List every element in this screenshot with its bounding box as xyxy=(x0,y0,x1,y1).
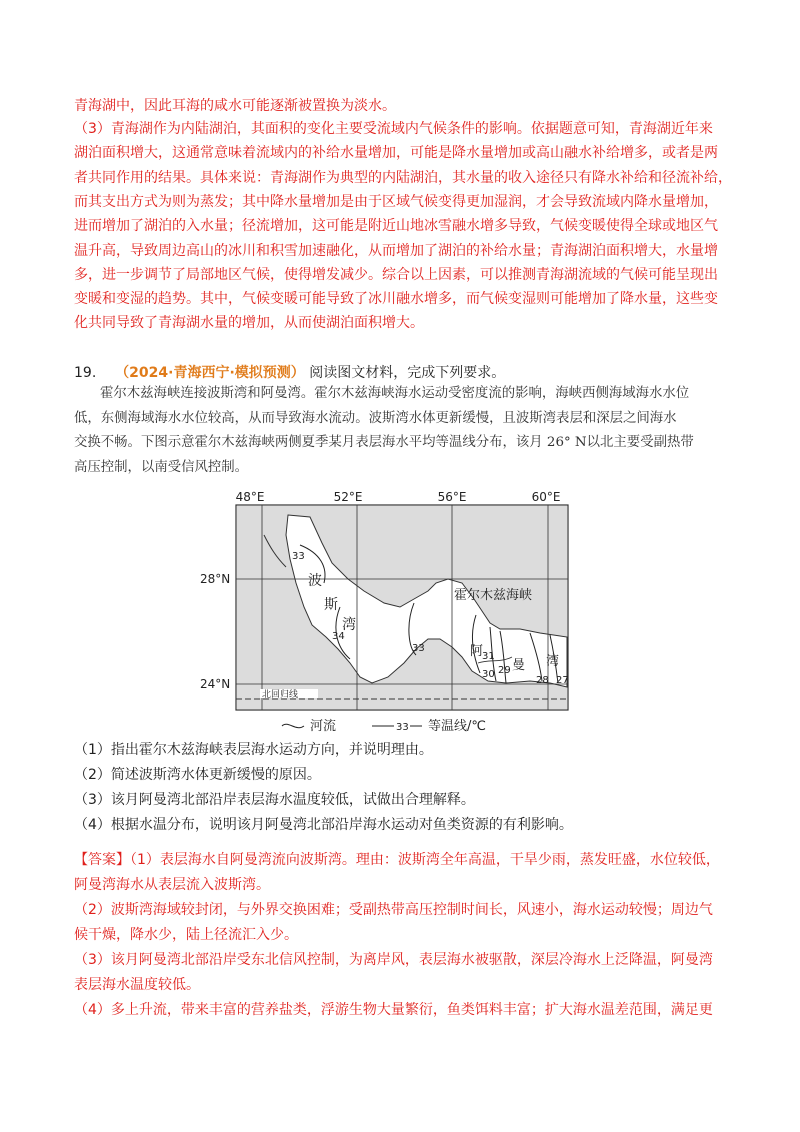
question-19-heading xyxy=(74,362,505,384)
material-line: 低，东侧海域海水水位较高，从而导致海水流动。波斯湾水体更新缓慢，且波斯湾表层和深层之间海水 xyxy=(74,410,677,426)
lon-label-60e: 60°E xyxy=(531,490,561,504)
question-source: （2024·青海西宁·模拟预测） xyxy=(115,365,305,381)
isotherm-label-33a: 33 xyxy=(292,551,305,562)
answer-line: 表层海水温度较低。 xyxy=(74,977,200,993)
answer-line xyxy=(74,849,720,871)
isotherm-label-31: 31 xyxy=(482,651,495,662)
sub-question-line: （2）简述波斯湾水体更新缓慢的原因。 xyxy=(74,767,321,783)
isotherm-label-27: 27 xyxy=(556,675,569,686)
region-label-bo: 波 xyxy=(308,573,322,589)
hormuz-isotherm-map xyxy=(200,487,580,737)
answer-line: （4）多上升流，带来丰富的营养盐类，浮游生物大量繁衍，鱼类饵料丰富；扩大海水温差范围，满足更 xyxy=(74,1002,713,1018)
answer-p3-line: 多，进一步调节了局部地区气候，使得增发减少。综合以上因素，可以推测青海湖流域的气候可能呈现出 xyxy=(74,266,718,283)
isotherm-label-28: 28 xyxy=(536,675,549,686)
region-label-man: 曼 xyxy=(512,658,526,673)
sub-question-line: （1）指出霍尔木兹海峡表层海水运动方向，并说明理由。 xyxy=(74,742,433,758)
region-label-wan: 湾 xyxy=(342,617,356,633)
question-number: 19. xyxy=(74,365,97,381)
answer-line: 阿曼湾海水从表层流入波斯湾。 xyxy=(74,877,270,893)
answer-p3-line: 湖泊面积增大，这通常意味着流域内的补给水量增加，可能是降水量增加或高山融水补给增多，或者是两 xyxy=(74,145,718,162)
region-label-hormuz: 霍尔木兹海峡 xyxy=(454,588,533,603)
material-line: 高压控制，以南受信风控制。 xyxy=(74,459,249,475)
answer-continuation: 青海湖中，因此耳海的咸水可能逐渐被置换为淡水。 xyxy=(74,98,396,114)
answer-p3-line: 变暖和变湿的趋势。其中，气候变暖可能导致了冰川融水增多，而气候变湿则可能增加了降水量，这些变 xyxy=(74,291,718,308)
tropic-label: 北回归线 xyxy=(262,690,299,700)
lon-label-56e: 56°E xyxy=(437,490,467,504)
legend-isotherm-value: 33 xyxy=(396,722,409,733)
answer-p3-line: 温升高，导致周边高山的冰川和积雪加速融化，从而增加了湖泊的补给水量；青海湖泊面积增大，水量增 xyxy=(74,242,718,259)
sub-question-line: （3）该月阿曼湾北部沿岸表层海水温度较低，试做出合理解释。 xyxy=(74,792,475,808)
isotherm-label-29: 29 xyxy=(498,665,511,676)
legend-isotherm-label: 等温线/℃ xyxy=(428,719,486,734)
answer-p3-line: 化共同导致了青海湖水量的增加，从而使湖泊面积增大。 xyxy=(74,315,424,332)
answer-line: （2）波斯湾海域较封闭，与外界交换困难；受副热带高压控制时间长，风速小，海水运动较慢；周边气 xyxy=(74,902,713,918)
isotherm-label-30: 30 xyxy=(482,669,495,680)
answer-line: 候干燥，降水少，陆上径流汇入少。 xyxy=(74,927,298,943)
answer-p3-line: 而其支出方式为则为蒸发；其中降水量增加是由于区域气候变得更加湿润，才会导致流域内降水量增加， xyxy=(74,193,718,210)
region-label-si: 斯 xyxy=(324,597,338,613)
answer-text: （1）表层海水自阿曼湾流向波斯湾。理由：波斯湾全年高温，干旱少雨，蒸发旺盛，水位较低， xyxy=(130,852,720,868)
answer-line: （3）该月阿曼湾北部沿岸受东北信风控制，为离岸风，表层海水被驱散，深层冷海水上泛降温，阿曼湾 xyxy=(74,952,713,968)
answer-p3-line: 进而增加了湖泊的入水量；径流增加，这可能是附近山地冰雪融水增多导致，气候变暖使得全球或地区气 xyxy=(74,218,718,235)
question-intro: 阅读图文材料，完成下列要求。 xyxy=(309,365,506,381)
answer-p3-line: 者共同作用的结果。具体来说：青海湖作为典型的内陆湖泊，其水量的收入途径只有降水补给和径流补给， xyxy=(74,169,732,186)
legend-river-label: 河流 xyxy=(310,719,337,734)
answer-tag: 【答案】 xyxy=(74,852,130,868)
region-label-a: 阿 xyxy=(470,644,484,659)
isotherm-label-33b: 33 xyxy=(412,643,425,654)
lon-label-52e: 52°E xyxy=(333,490,363,504)
legend-river-symbol xyxy=(282,724,304,727)
lat-label-28n: 28°N xyxy=(200,572,231,586)
lat-label-24n: 24°N xyxy=(200,677,231,691)
material-line: 交换不畅。下图示意霍尔木兹海峡两侧夏季某月表层海水平均等温线分布，该月 26° N以北主要受副热带 xyxy=(74,435,694,450)
sub-question-line: （4）根据水温分布，说明该月阿曼湾北部沿岸海水运动对鱼类资源的有利影响。 xyxy=(74,817,573,833)
region-label-wan-2: 湾 xyxy=(546,654,560,669)
answer-p3-line: （3）青海湖作为内陆湖泊，其面积的变化主要受流域内气候条件的影响。依据题意可知，青海湖近年来 xyxy=(74,121,713,137)
lon-label-48e: 48°E xyxy=(235,490,265,504)
material-line: 霍尔木兹海峡连接波斯湾和阿曼湾。霍尔木兹海峡海水运动受密度流的影响，海峡西侧海域海水水位 xyxy=(100,386,690,401)
isotherm-label-34: 34 xyxy=(332,631,345,642)
